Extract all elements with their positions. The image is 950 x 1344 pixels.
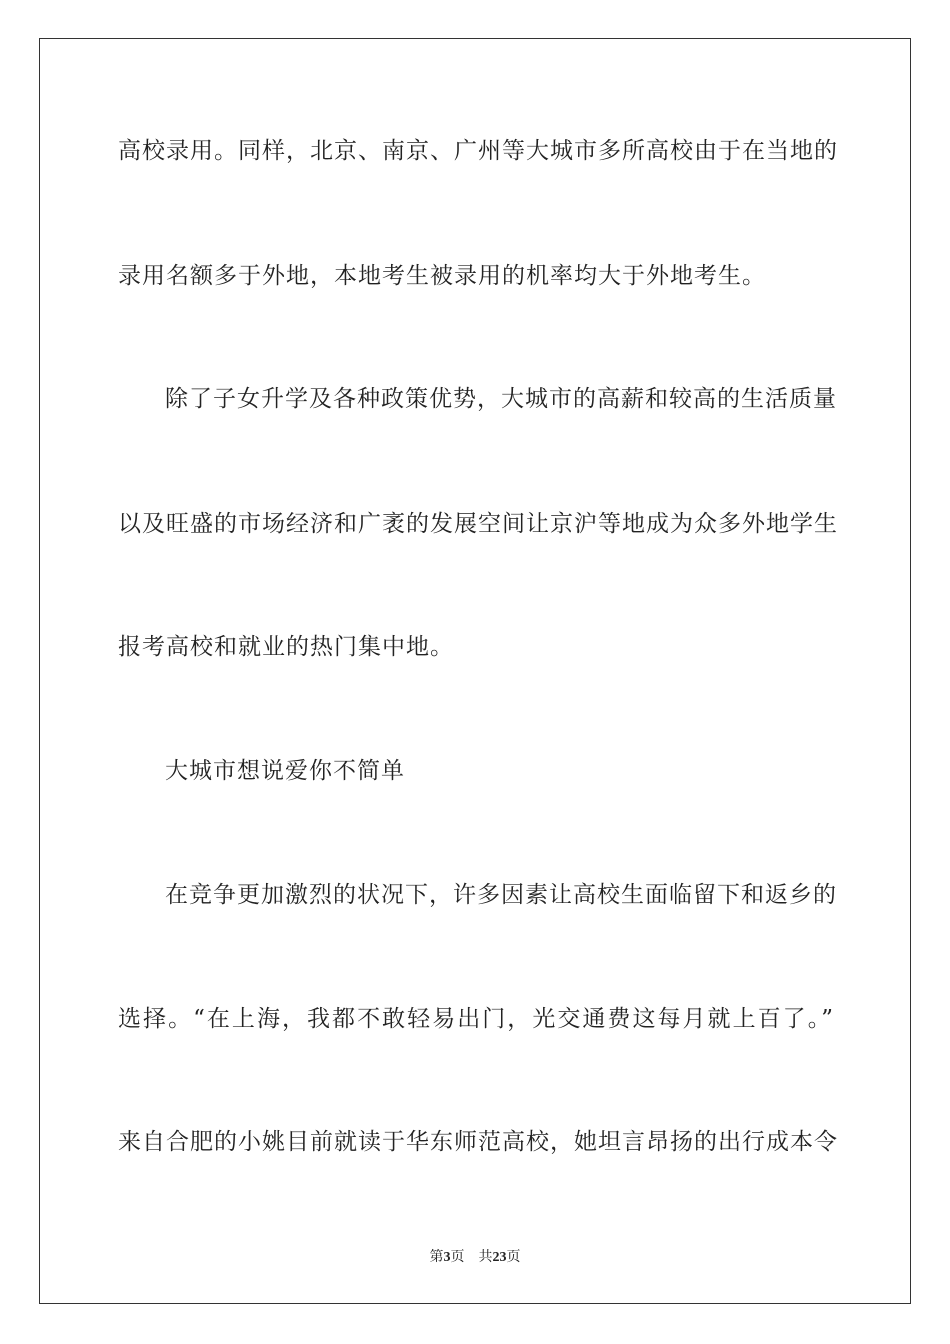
page-frame xyxy=(39,38,911,1304)
body-line-4: 以及旺盛的市场经济和广袤的发展空间让京沪等地成为众多外地学生 xyxy=(118,511,838,537)
body-line-6: 在竞争更加激烈的状况下，许多因素让高校生面临留下和返乡的 xyxy=(165,882,837,908)
body-line-3: 除了子女升学及各种政策优势，大城市的高薪和较高的生活质量 xyxy=(165,386,837,412)
body-line-2: 录用名额多于外地，本地考生被录用的机率均大于外地考生。 xyxy=(118,263,766,289)
page-prefix: 第 xyxy=(429,1249,444,1265)
total-prefix: 共 xyxy=(478,1249,493,1265)
page-footer xyxy=(0,1248,950,1267)
page-suffix: 页 xyxy=(450,1249,465,1265)
body-line-8: 来自合肥的小姚目前就读于华东师范高校，她坦言昂扬的出行成本令 xyxy=(118,1129,838,1155)
body-line-5: 报考高校和就业的热门集中地。 xyxy=(118,634,454,660)
page-number: 3 xyxy=(443,1250,451,1265)
total-pages: 23 xyxy=(492,1250,507,1265)
section-heading: 大城市想说爱你不简单 xyxy=(165,758,405,784)
body-line-7: 选择。“在上海，我都不敢轻易出门，光交通费这每月就上百了。” xyxy=(118,1006,834,1032)
total-suffix: 页 xyxy=(506,1249,521,1265)
body-line-1: 高校录用。同样，北京、南京、广州等大城市多所高校由于在当地的 xyxy=(118,138,838,164)
